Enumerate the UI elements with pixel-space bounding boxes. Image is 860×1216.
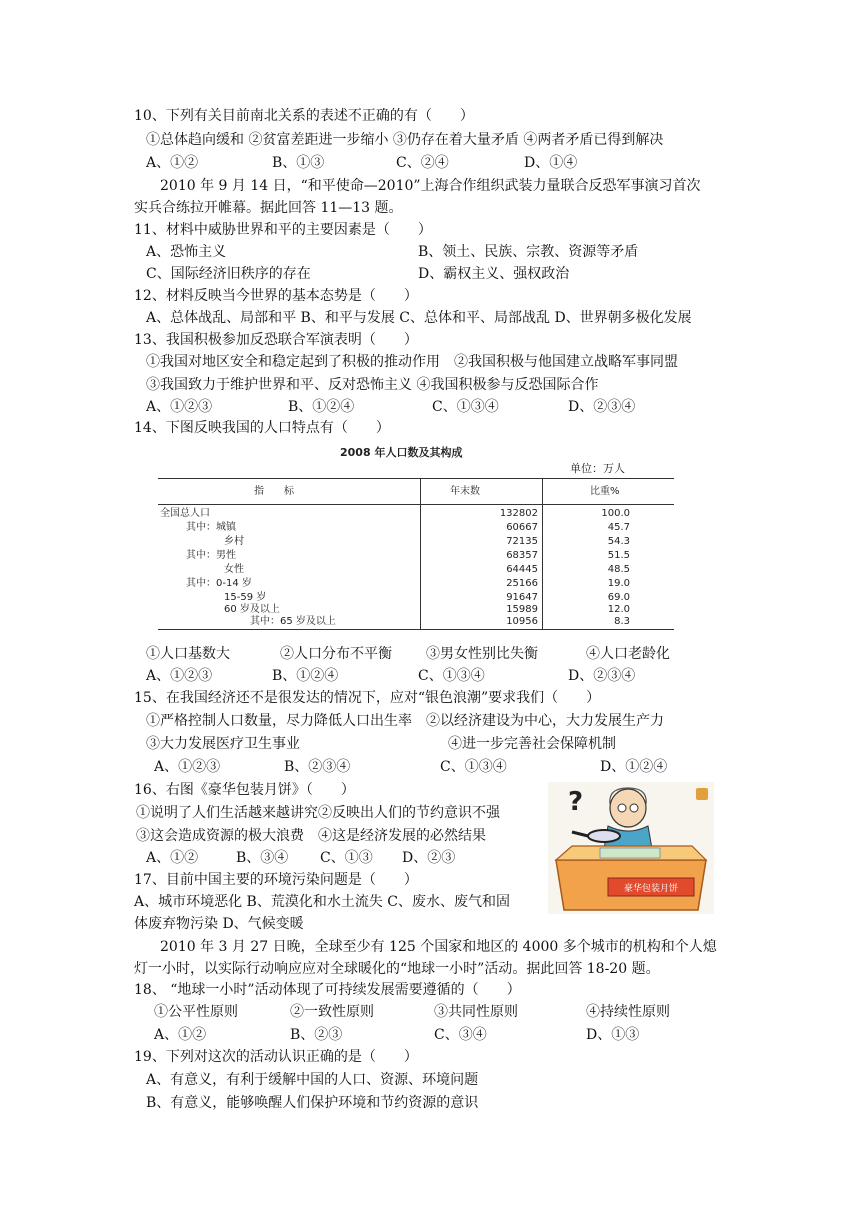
statement-3: ③男女性别比失衡 [426, 646, 538, 662]
magnifier-icon [588, 830, 620, 842]
option-d: D、霸权主义、强权政治 [418, 266, 570, 282]
option-c: C、①③④ [432, 399, 499, 415]
q19-stem: 19、下列对这次的活动认识正确的是（ ） [134, 1049, 418, 1065]
statement-1: ①人口基数大 [146, 646, 230, 662]
material1-line2: 实兵合练拉开帷幕。据此回答 11—13 题。 [134, 200, 403, 216]
option-b: B、领土、民族、宗教、资源等矛盾 [418, 244, 639, 260]
option-c: C、③④ [434, 1027, 487, 1043]
row-value: 10956 [506, 616, 538, 627]
option-b: B、②③ [290, 1027, 343, 1043]
option-b: B、①③ [272, 155, 325, 171]
row-label: 15-59 岁 [224, 592, 267, 603]
q10-statements: ①总体趋向缓和 ②贫富差距进一步缩小 ③仍存在着大量矛盾 ④两者矛盾已得到解决 [146, 132, 664, 148]
option-c: C、②④ [396, 155, 449, 171]
option-a: A、恐怖主义 [146, 244, 227, 260]
table-header-rule [158, 504, 674, 505]
row-pct: 51.5 [607, 550, 630, 561]
statement-3: ③共同性原则 [434, 1004, 518, 1020]
q17-stem: 17、目前中国主要的环境污染问题是（ ） [134, 872, 418, 888]
statement-4: ④人口老龄化 [586, 646, 670, 662]
row-label: 女性 [224, 564, 244, 575]
table-title: 2008 年人口数及其构成 [340, 446, 463, 459]
table-col-divider-1 [420, 478, 421, 629]
option-c: C、①③ [320, 850, 373, 866]
option-a: A、①②③ [154, 759, 221, 775]
option-a: A、①②③ [146, 668, 213, 684]
option-c: C、①③④ [440, 759, 507, 775]
mooncake-cartoon-svg [548, 782, 714, 914]
population-table [150, 440, 680, 632]
row-value: 15989 [506, 604, 538, 615]
row-label: 其中：0-14 岁 [186, 578, 252, 589]
row-label: 全国总人口 [160, 508, 210, 519]
q19-option-a: A、有意义，有利于缓解中国的人口、资源、环境问题 [146, 1072, 479, 1088]
q10-stem: 10、下列有关目前南北关系的表述不正确的有（ ） [134, 108, 474, 124]
row-value: 72135 [506, 536, 538, 547]
cartoon-caption: 豪华包装月饼 [623, 884, 679, 894]
q11-stem: 11、材料中威胁世界和平的主要因素是（ ） [134, 222, 432, 238]
head-icon [610, 789, 646, 827]
row-value: 91647 [506, 592, 538, 603]
q16-statements-2: ③这会造成资源的极大浪费 ④这是经济发展的必然结果 [136, 828, 486, 844]
statement-2: ②一致性原则 [290, 1004, 374, 1020]
row-value: 25166 [506, 578, 538, 589]
row-pct: 69.0 [607, 592, 630, 603]
option-b: B、①②④ [288, 399, 355, 415]
option-d: D、①②④ [600, 759, 668, 775]
table-col-divider-2 [542, 478, 543, 629]
option-d: D、②③④ [568, 399, 636, 415]
statement-1: ①公平性原则 [154, 1004, 238, 1020]
mooncake-cartoon [548, 782, 714, 914]
q14-stem: 14、下图反映我国的人口特点有（ ） [134, 420, 390, 436]
row-pct: 48.5 [607, 564, 630, 575]
q17-line2: 体废弃物污染 D、气候变暖 [134, 916, 304, 932]
q12-stem: 12、材料反映当今世界的基本态势是（ ） [134, 288, 418, 304]
row-pct: 19.0 [607, 578, 630, 589]
row-label: 乡村 [224, 536, 244, 547]
row-pct: 12.0 [607, 604, 630, 615]
table-top-rule [158, 478, 674, 479]
option-d: D、②③ [402, 850, 456, 866]
q13-statements-1: ①我国对地区安全和稳定起到了积极的推动作用 ②我国积极与他国建立战略军事同盟 [146, 354, 678, 370]
q15-stem: 15、在我国经济还不是很发达的情况下，应对“银色浪潮”要求我们（ ） [134, 690, 601, 706]
option-a: A、①② [146, 850, 199, 866]
material2-line2: 灯一小时，以实际行动响应应对全球暖化的“地球一小时”活动。据此回答 18-20 题。 [134, 961, 660, 977]
material1-line1: 2010 年 9 月 14 日，“和平使命—2010”上海合作组织武装力量联合反恐军事演习首次 [160, 178, 701, 194]
option-d: D、①③ [586, 1027, 640, 1043]
option-c: C、①③④ [418, 668, 485, 684]
option-b: B、①②④ [272, 668, 339, 684]
row-label: 其中：城镇 [186, 522, 236, 533]
statement-4: ④持续性原则 [586, 1004, 670, 1020]
row-value: 64445 [506, 564, 538, 575]
q12-options: A、总体战乱、局部和平 B、和平与发展 C、总体和平、局部战乱 D、世界朝多极化发展 [146, 310, 692, 326]
q13-statements-2: ③我国致力于维护世界和平、反对恐怖主义 ④我国积极参与反恐国际合作 [146, 377, 599, 393]
header-yearend: 年末数 [450, 486, 480, 497]
q15-statements-1: ①严格控制人口数量，尽力降低人口出生率 ②以经济建设为中心，大力发展生产力 [146, 713, 664, 729]
q19-option-b: B、有意义，能够唤醒人们保护环境和节约资源的意识 [146, 1095, 479, 1111]
row-value: 132802 [499, 508, 538, 519]
statement-3: ③大力发展医疗卫生事业 [146, 736, 300, 752]
row-label: 其中：男性 [186, 550, 236, 561]
option-b: B、③④ [236, 850, 289, 866]
q16-stem: 16、右图《豪华包装月饼》（ ） [134, 782, 355, 798]
q17-line1: A、城市环境恶化 B、荒漠化和水土流失 C、废水、废气和固 [134, 894, 511, 910]
q16-statements-1: ①说明了人们生活越来越讲究②反映出人们的节约意识不强 [136, 805, 500, 821]
glasses-icon [618, 804, 626, 812]
option-b: B、②③④ [284, 759, 351, 775]
row-label: 其中：65 岁及以上 [250, 616, 336, 627]
header-share: 比重% [590, 486, 620, 497]
table-bottom-rule [158, 629, 674, 630]
row-pct: 45.7 [607, 522, 630, 533]
statement-2: ②人口分布不平衡 [280, 646, 392, 662]
row-pct: 100.0 [601, 508, 630, 519]
table-unit: 单位：万人 [570, 462, 625, 475]
option-a: A、①②③ [146, 399, 213, 415]
row-pct: 54.3 [607, 536, 630, 547]
row-pct: 8.3 [614, 616, 630, 627]
statement-4: ④进一步完善社会保障机制 [448, 736, 616, 752]
row-value: 60667 [506, 522, 538, 533]
q18-stem: 18、 “地球一小时”活动体现了可持续发展需要遵循的（ ） [134, 982, 521, 998]
option-d: D、①④ [524, 155, 578, 171]
option-d: D、②③④ [568, 668, 636, 684]
q13-stem: 13、我国积极参加反恐联合军演表明（ ） [134, 332, 418, 348]
stamp-icon [696, 788, 708, 800]
option-a: A、①② [146, 155, 199, 171]
material2-line1: 2010 年 3 月 27 日晚，全球至少有 125 个国家和地区的 4000 多个城市的机构和个人熄 [160, 939, 717, 955]
header-indicator: 指 标 [254, 486, 294, 497]
row-value: 68357 [506, 550, 538, 561]
question-mark-icon: ? [568, 787, 584, 817]
row-label: 60 岁及以上 [224, 604, 280, 615]
option-c: C、国际经济旧秩序的存在 [146, 266, 311, 282]
option-a: A、①② [154, 1027, 207, 1043]
